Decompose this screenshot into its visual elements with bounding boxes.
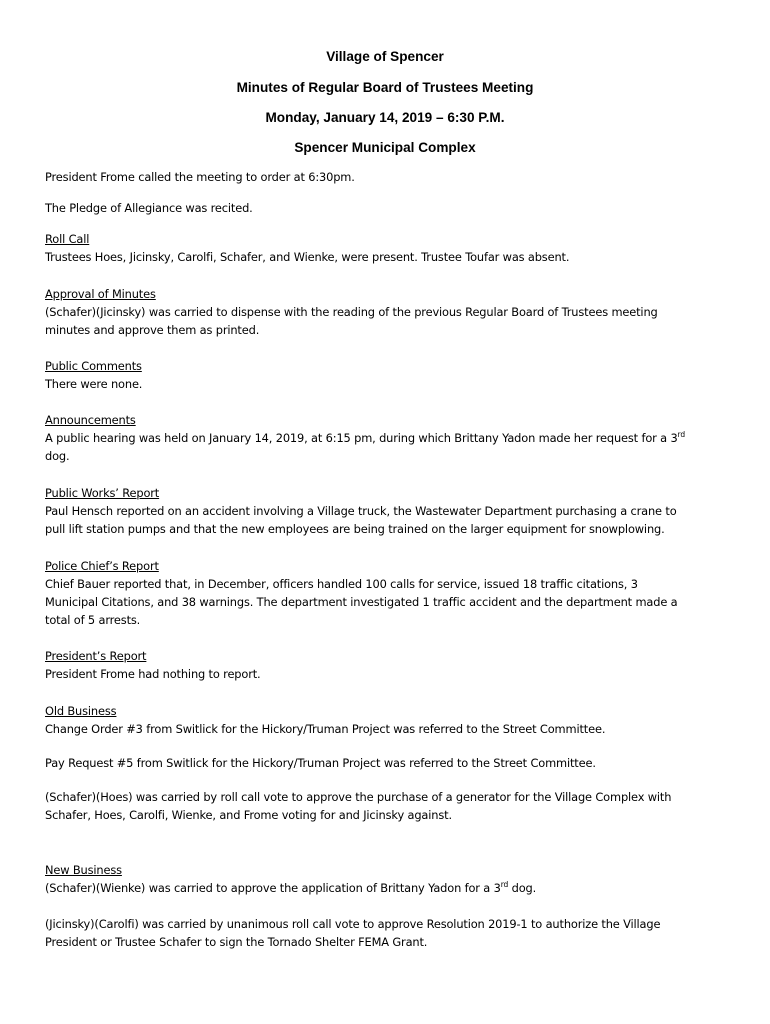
- new-business-item-1-tail: dog.: [508, 881, 537, 895]
- public-comments-text: There were none.: [45, 377, 143, 391]
- presidents-report-heading: President’s Report: [45, 649, 147, 663]
- roll-call-heading: Roll Call: [45, 232, 90, 246]
- roll-call-text: Trustees Hoes, Jicinsky, Carolfi, Schafer, and Wienke, were present. Trustee Toufar was absent.: [45, 250, 570, 264]
- approval-minutes-line-2: minutes and approve them as printed.: [45, 323, 260, 337]
- presidents-report-text: President Frome had nothing to report.: [45, 667, 261, 681]
- new-business-ordinal-suffix: rd: [500, 880, 509, 889]
- announcements-line-2: dog.: [45, 449, 70, 463]
- new-business-item-2-line-2: President or Trustee Schafer to sign the Tornado Shelter FEMA Grant.: [45, 935, 428, 949]
- new-business-item-2-line-1: (Jicinsky)(Carolfi) was carried by unanimous roll call vote to approve Resolution 2019-1 to authorize the Village: [45, 917, 661, 931]
- public-works-line-1: Paul Hensch reported on an accident involving a Village truck, the Wastewater Department purchasing a crane to: [45, 504, 677, 518]
- meeting-location: Spencer Municipal Complex: [294, 140, 476, 155]
- police-chief-line-1: Chief Bauer reported that, in December, officers handled 100 calls for service, issued 18 traffic citations, 3: [45, 577, 638, 591]
- call-to-order: President Frome called the meeting to order at 6:30pm.: [45, 170, 355, 184]
- announcements-line-1: [45, 429, 735, 447]
- village-name: Village of Spencer: [326, 49, 444, 64]
- police-chief-line-3: total of 5 arrests.: [45, 613, 141, 627]
- new-business-item-1-text: (Schafer)(Wienke) was carried to approve the application of Brittany Yadon for a 3: [45, 881, 501, 895]
- document-title: Minutes of Regular Board of Trustees Meeting: [236, 80, 534, 95]
- police-chief-line-2: Municipal Citations, and 38 warnings. The department investigated 1 traffic accident and the department made a: [45, 595, 678, 609]
- old-business-item-3-line-1: (Schafer)(Hoes) was carried by roll call vote to approve the purchase of a generator for the Village Complex with: [45, 790, 672, 804]
- public-works-line-2: pull lift station pumps and that the new employees are being trained on the larger equipment for snowplowing.: [45, 522, 665, 536]
- new-business-item-1: [45, 879, 735, 897]
- old-business-item-2: Pay Request #5 from Switlick for the Hickory/Truman Project was referred to the Street Committee.: [45, 756, 596, 770]
- old-business-heading: Old Business: [45, 704, 117, 718]
- old-business-item-3-line-2: Schafer, Hoes, Carolfi, Wienke, and Frome voting for and Jicinsky against.: [45, 808, 452, 822]
- announcements-ordinal-suffix: rd: [677, 430, 685, 439]
- approval-minutes-heading: Approval of Minutes: [45, 287, 156, 301]
- police-chief-heading: Police Chief’s Report: [45, 559, 159, 573]
- announcements-line-1-text: A public hearing was held on January 14, 2019, at 6:15 pm, during which Brittany Yadon made her request for a 3: [45, 431, 678, 445]
- old-business-item-1: Change Order #3 from Switlick for the Hickory/Truman Project was referred to the Street Committee.: [45, 722, 606, 736]
- public-works-heading: Public Works’ Report: [45, 486, 160, 500]
- approval-minutes-line-1: (Schafer)(Jicinsky) was carried to dispense with the reading of the previous Regular Board of Trustees meeting: [45, 305, 658, 319]
- meeting-date: Monday, January 14, 2019 – 6:30 P.M.: [265, 110, 505, 125]
- pledge: The Pledge of Allegiance was recited.: [45, 201, 253, 215]
- public-comments-heading: Public Comments: [45, 359, 142, 373]
- new-business-heading: New Business: [45, 863, 122, 877]
- announcements-heading: Announcements: [45, 413, 136, 427]
